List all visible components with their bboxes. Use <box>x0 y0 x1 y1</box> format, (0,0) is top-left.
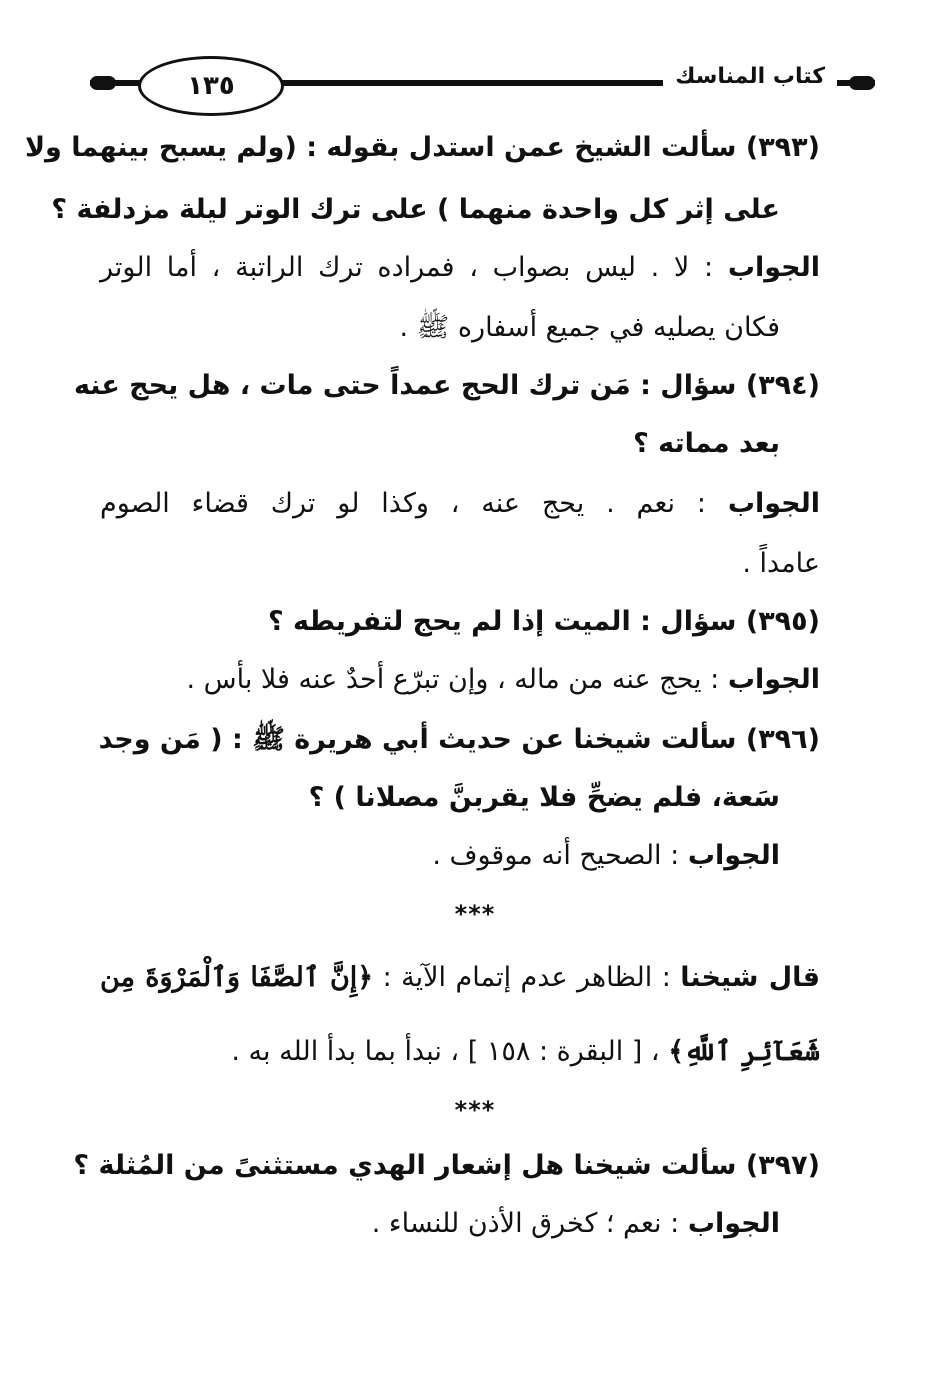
section-separator: *** <box>454 1096 496 1124</box>
answer-text: : يحج عنه من ماله ، وإن تبرّع أحدٌ عنه فلا بأس . <box>186 664 728 695</box>
statement-label: قال شيخنا <box>680 962 820 993</box>
answer-text: : نعم . يحج عنه ، وكذا لو ترك قضاء الصوم <box>100 488 728 519</box>
shaykh-statement-line-2 <box>100 1036 820 1067</box>
question-393-line-2: على إثر كل واحدة منهما ) على ترك الوتر ليلة مزدلفة ؟ <box>51 194 780 225</box>
answer-397 <box>100 1208 780 1239</box>
answer-text: : نعم ؛ كخرق الأذن للنساء . <box>371 1208 688 1239</box>
header-rule-cap-right <box>849 76 875 90</box>
shaykh-statement-line-1 <box>100 962 820 993</box>
question-393-line-1: (٣٩٣) سألت الشيخ عمن استدل بقوله : (ولم يسبح بينهما ولا <box>24 132 820 163</box>
quran-verse: ﴿إِنَّ ٱلصَّفَا وَٱلْمَرْوَةَ مِن <box>100 962 374 993</box>
answer-394-line-2: عامداً . <box>742 548 820 579</box>
question-394-line-1: (٣٩٤) سؤال : مَن ترك الحج عمداً حتى مات ، هل يحج عنه <box>73 370 820 401</box>
book-title: كتاب المناسك <box>663 64 837 89</box>
answer-394-line-1 <box>100 488 820 519</box>
answer-label: الجواب <box>727 664 820 695</box>
page-number: ١٣٥ <box>138 56 284 116</box>
answer-text: : الصحيح أنه موقوف . <box>432 840 688 871</box>
answer-393-line-2: فكان يصليه في جميع أسفاره ﷺ . <box>399 312 780 343</box>
question-395: (٣٩٥) سؤال : الميت إذا لم يحج لتفريطه ؟ <box>268 606 820 637</box>
answer-label: الجواب <box>687 840 780 871</box>
question-397: (٣٩٧) سألت شيخنا هل إشعار الهدي مستثنىً من المُثلة ؟ <box>73 1150 820 1181</box>
answer-label: الجواب <box>687 1208 780 1239</box>
question-396-line-1: (٣٩٦) سألت شيخنا عن حديث أبي هريرة ﷺ : ( مَن وجد <box>98 724 820 755</box>
answer-label: الجواب <box>727 488 820 519</box>
answer-393-line-1 <box>100 252 820 283</box>
question-396-line-2: سَعة، فلم يضحِّ فلا يقربنَّ مصلانا ) ؟ <box>308 782 780 813</box>
answer-396 <box>100 840 780 871</box>
answer-label: الجواب <box>727 252 820 283</box>
answer-395 <box>100 664 820 695</box>
answer-text: : لا . ليس بصواب ، فمراده ترك الراتبة ، أما الوتر <box>100 252 728 283</box>
header-rule-cap-left <box>90 76 116 90</box>
page-header <box>90 50 875 120</box>
statement-text: ، [ البقرة : ١٥٨ ] ، نبدأ بما بدأ الله به . <box>231 1036 669 1067</box>
question-394-line-2: بعد مماته ؟ <box>633 428 780 459</box>
statement-text: : الظاهر عدم إتمام الآية : <box>373 962 681 993</box>
section-separator: *** <box>454 900 496 928</box>
quran-verse-end: شَعَآئِرِ ٱللَّهِ﴾ <box>668 1036 820 1067</box>
